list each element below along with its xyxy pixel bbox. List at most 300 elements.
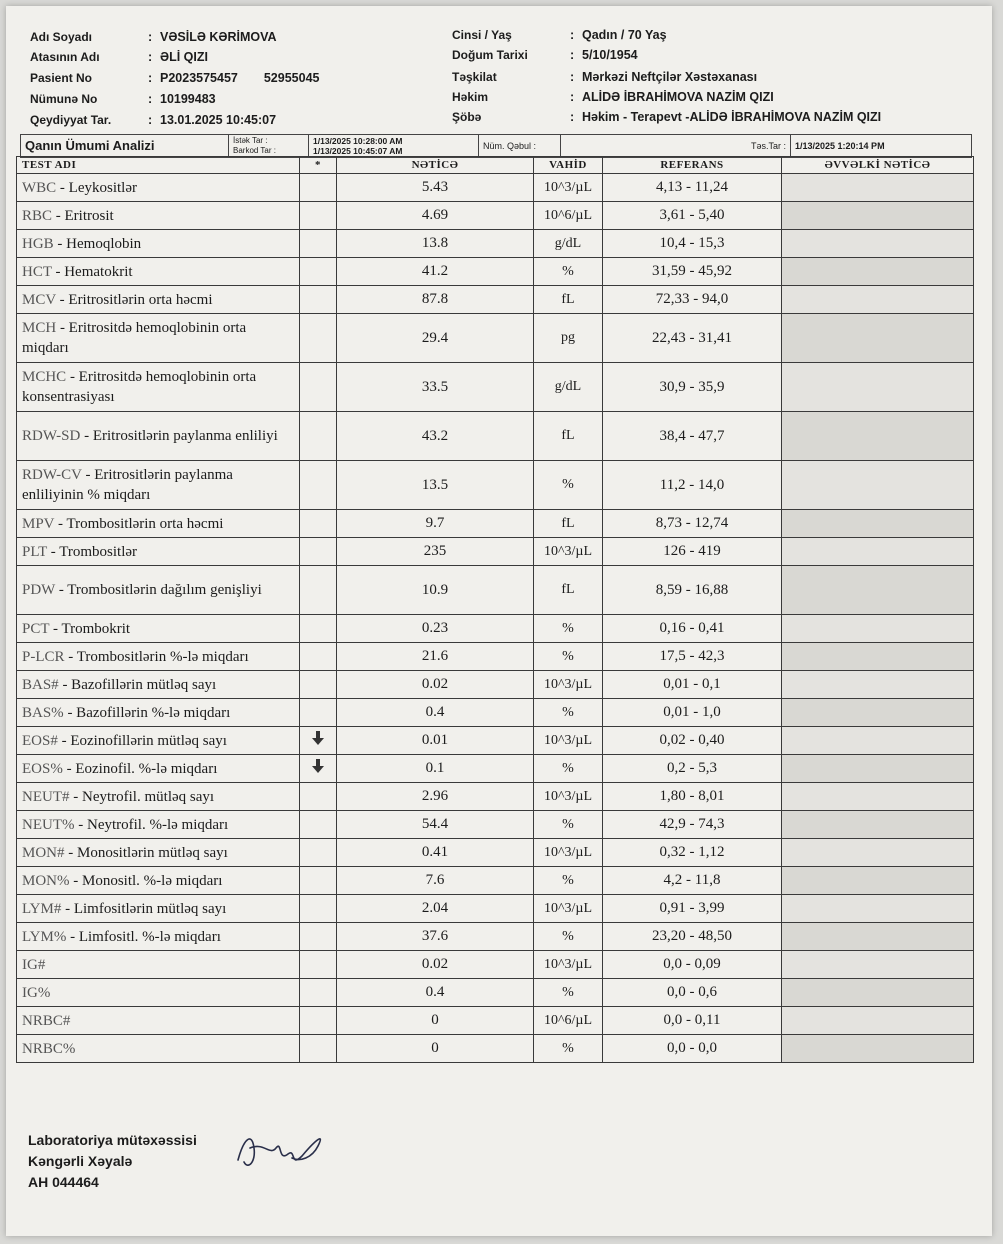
result-value: 0.4 bbox=[337, 699, 534, 727]
result-value: 43.2 bbox=[337, 412, 534, 461]
result-value: 0.41 bbox=[337, 839, 534, 867]
gender-value: Qadın / 70 Yaş bbox=[582, 28, 667, 42]
test-code: LYM% bbox=[22, 928, 67, 945]
barcode-label: Barkod Tar : bbox=[233, 146, 276, 155]
table-row bbox=[17, 461, 974, 510]
unit-value: % bbox=[534, 461, 603, 510]
doctor-row: Həkim : ALİDƏ İBRAHİMOVA NAZİM QIZI bbox=[452, 90, 774, 104]
reference-range: 42,9 - 74,3 bbox=[603, 811, 782, 839]
test-name-cell bbox=[17, 412, 300, 461]
previous-result bbox=[782, 174, 974, 202]
table-row bbox=[17, 314, 974, 363]
previous-result bbox=[782, 755, 974, 783]
test-name-cell bbox=[17, 923, 300, 951]
result-value: 2.96 bbox=[337, 783, 534, 811]
test-name: - Eritrositdə hemoqlobinin orta miqdarı bbox=[22, 320, 247, 356]
dob-row: Doğum Tarixi : 5/10/1954 bbox=[452, 48, 638, 62]
gender-row: Cinsi / Yaş : Qadın / 70 Yaş bbox=[452, 28, 667, 42]
reference-range: 0,16 - 0,41 bbox=[603, 615, 782, 643]
test-name-cell bbox=[17, 538, 300, 566]
result-value: 33.5 bbox=[337, 363, 534, 412]
unit-value: g/dL bbox=[534, 363, 603, 412]
test-code: NEUT% bbox=[22, 816, 75, 833]
reference-range: 1,80 - 8,01 bbox=[603, 783, 782, 811]
sample-label: Nümunə No bbox=[30, 92, 98, 106]
flag-cell bbox=[300, 314, 337, 363]
down-arrow-icon bbox=[312, 730, 324, 746]
result-value: 87.8 bbox=[337, 286, 534, 314]
test-name: - Neytrofil. mütləq sayı bbox=[69, 788, 215, 805]
previous-result bbox=[782, 202, 974, 230]
test-name-cell bbox=[17, 363, 300, 412]
table-row bbox=[17, 174, 974, 202]
result-value: 0.23 bbox=[337, 615, 534, 643]
table-row bbox=[17, 755, 974, 783]
previous-result bbox=[782, 783, 974, 811]
test-name-cell bbox=[17, 1007, 300, 1035]
flag-cell bbox=[300, 783, 337, 811]
unit-value: pg bbox=[534, 314, 603, 363]
panel-title: Qanın Ümumi Analizi bbox=[21, 135, 229, 157]
unit-value: fL bbox=[534, 412, 603, 461]
reference-range: 4,2 - 11,8 bbox=[603, 867, 782, 895]
result-value: 9.7 bbox=[337, 510, 534, 538]
patient-value: P2023575457 bbox=[160, 71, 238, 85]
test-code: PDW bbox=[22, 582, 56, 598]
reference-range: 3,61 - 5,40 bbox=[603, 202, 782, 230]
table-row bbox=[17, 1007, 974, 1035]
table-row bbox=[17, 727, 974, 755]
org-value: Mərkəzi Neftçilər Xəstəxanası bbox=[582, 70, 758, 84]
result-value: 0.02 bbox=[337, 671, 534, 699]
test-name-cell bbox=[17, 615, 300, 643]
unit-value: % bbox=[534, 755, 603, 783]
unit-value: % bbox=[534, 811, 603, 839]
reference-range: 0,01 - 1,0 bbox=[603, 699, 782, 727]
flag-cell bbox=[300, 1035, 337, 1063]
test-name-cell bbox=[17, 566, 300, 615]
result-value: 0.4 bbox=[337, 979, 534, 1007]
previous-result bbox=[782, 867, 974, 895]
test-code: NEUT# bbox=[22, 788, 70, 805]
father-row: Atasının Adı : ƏLİ QIZI bbox=[30, 50, 208, 64]
reference-range: 8,59 - 16,88 bbox=[603, 566, 782, 615]
test-name: - Trombositlər bbox=[47, 543, 138, 560]
result-value: 37.6 bbox=[337, 923, 534, 951]
unit-value: % bbox=[534, 258, 603, 286]
table-row bbox=[17, 923, 974, 951]
previous-result bbox=[782, 566, 974, 615]
table-row bbox=[17, 811, 974, 839]
previous-result bbox=[782, 643, 974, 671]
result-value: 13.8 bbox=[337, 230, 534, 258]
reference-range: 126 - 419 bbox=[603, 538, 782, 566]
test-name: - Trombositlərin dağılım genişliyi bbox=[55, 582, 262, 598]
previous-result bbox=[782, 951, 974, 979]
test-code: MON# bbox=[22, 844, 65, 861]
test-code: NRBC# bbox=[22, 1012, 71, 1029]
barcode-date: 1/13/2025 10:45:07 AM bbox=[313, 146, 403, 156]
unit-value: % bbox=[534, 867, 603, 895]
flag-cell bbox=[300, 538, 337, 566]
table-header-row bbox=[17, 157, 974, 174]
table-row bbox=[17, 566, 974, 615]
previous-result bbox=[782, 615, 974, 643]
table-row bbox=[17, 671, 974, 699]
dept-row: Şöbə : Həkim - Terapevt -ALİDƏ İBRAHİMOVA NAZİM QIZI bbox=[452, 110, 882, 124]
previous-result bbox=[782, 839, 974, 867]
test-name-cell bbox=[17, 314, 300, 363]
result-value: 0.02 bbox=[337, 951, 534, 979]
reference-range: 30,9 - 35,9 bbox=[603, 363, 782, 412]
table-row bbox=[17, 643, 974, 671]
table-row bbox=[17, 1035, 974, 1063]
father-label: Atasının Adı bbox=[30, 50, 100, 64]
doctor-label: Həkim bbox=[452, 90, 489, 104]
result-value: 10.9 bbox=[337, 566, 534, 615]
test-name: - Eritrositlərin orta həcmi bbox=[55, 291, 213, 308]
unit-value: % bbox=[534, 923, 603, 951]
reference-range: 0,0 - 0,09 bbox=[603, 951, 782, 979]
test-code: PCT bbox=[22, 620, 50, 637]
name-row: Adı Soyadı : VƏSİLƏ KƏRİMOVA bbox=[30, 30, 277, 44]
flag-cell bbox=[300, 839, 337, 867]
panel-date-labels bbox=[229, 135, 309, 157]
name-value: VƏSİLƏ KƏRİMOVA bbox=[160, 30, 277, 44]
previous-result bbox=[782, 286, 974, 314]
unit-value: % bbox=[534, 699, 603, 727]
reference-range: 10,4 - 15,3 bbox=[603, 230, 782, 258]
previous-result bbox=[782, 671, 974, 699]
test-code: P-LCR bbox=[22, 648, 65, 665]
accept-label: Nüm. Qəbul : bbox=[479, 135, 561, 157]
gender-label: Cinsi / Yaş bbox=[452, 28, 512, 42]
flag-cell bbox=[300, 258, 337, 286]
test-name: - Monositlərin mütləq sayı bbox=[64, 844, 228, 861]
test-code: LYM# bbox=[22, 900, 62, 917]
previous-result bbox=[782, 538, 974, 566]
test-name: - Eritrositlərin paylanma enliliyi bbox=[80, 428, 278, 444]
previous-result bbox=[782, 811, 974, 839]
unit-value: % bbox=[534, 643, 603, 671]
test-name: - Limfositlərin mütləq sayı bbox=[61, 900, 227, 917]
test-name: - Eozinofil. %-lə miqdarı bbox=[62, 760, 218, 777]
test-name-cell bbox=[17, 643, 300, 671]
previous-result bbox=[782, 510, 974, 538]
test-code: NRBC% bbox=[22, 1040, 76, 1057]
table-row bbox=[17, 839, 974, 867]
reference-range: 4,13 - 11,24 bbox=[603, 174, 782, 202]
test-name-cell bbox=[17, 286, 300, 314]
name-label: Adı Soyadı bbox=[30, 30, 93, 44]
test-name: - Monositl. %-lə miqdarı bbox=[69, 872, 223, 889]
table-row bbox=[17, 867, 974, 895]
down-arrow-icon bbox=[312, 758, 324, 774]
unit-value: % bbox=[534, 1035, 603, 1063]
reg-row: Qeydiyyat Tar. : 13.01.2025 10:45:07 bbox=[30, 113, 277, 127]
test-name-cell bbox=[17, 951, 300, 979]
unit-value: 10^3/µL bbox=[534, 839, 603, 867]
reg-label: Qeydiyyat Tar. bbox=[30, 113, 112, 127]
unit-value: 10^3/µL bbox=[534, 174, 603, 202]
reference-range: 72,33 - 94,0 bbox=[603, 286, 782, 314]
result-value: 5.43 bbox=[337, 174, 534, 202]
flag-cell bbox=[300, 755, 337, 783]
result-value: 54.4 bbox=[337, 811, 534, 839]
results-table bbox=[16, 156, 974, 1063]
request-date: 1/13/2025 10:28:00 AM bbox=[313, 136, 403, 146]
reference-range: 0,2 - 5,3 bbox=[603, 755, 782, 783]
flag-cell bbox=[300, 979, 337, 1007]
col-result: NƏTİCƏ bbox=[337, 157, 534, 174]
test-name-cell bbox=[17, 258, 300, 286]
unit-value: 10^3/µL bbox=[534, 895, 603, 923]
test-name-cell bbox=[17, 202, 300, 230]
unit-value: % bbox=[534, 615, 603, 643]
result-value: 235 bbox=[337, 538, 534, 566]
test-name-cell bbox=[17, 671, 300, 699]
table-row bbox=[17, 979, 974, 1007]
flag-cell bbox=[300, 671, 337, 699]
patient-row: Pasient No : P2023575457 52955045 bbox=[30, 71, 320, 85]
col-unit: VAHİD bbox=[534, 157, 603, 174]
reference-range: 31,59 - 45,92 bbox=[603, 258, 782, 286]
test-name: - Trombositlərin orta həcmi bbox=[54, 515, 224, 532]
test-name-cell bbox=[17, 867, 300, 895]
result-value: 7.6 bbox=[337, 867, 534, 895]
patient-label: Pasient No bbox=[30, 71, 93, 85]
father-value: ƏLİ QIZI bbox=[160, 50, 208, 64]
table-row bbox=[17, 202, 974, 230]
test-code: RDW-CV bbox=[22, 467, 82, 483]
test-code: HCT bbox=[22, 263, 52, 280]
flag-cell bbox=[300, 895, 337, 923]
test-name-cell bbox=[17, 461, 300, 510]
test-code: HGB bbox=[22, 235, 54, 252]
test-name-cell bbox=[17, 979, 300, 1007]
result-value: 41.2 bbox=[337, 258, 534, 286]
dob-label: Doğum Tarixi bbox=[452, 48, 528, 62]
col-test: TEST ADI bbox=[17, 157, 300, 174]
col-flag: * bbox=[300, 157, 337, 174]
signature-icon bbox=[230, 1118, 340, 1178]
result-value: 0 bbox=[337, 1035, 534, 1063]
specialist-name: Kəngərli Xəyalə bbox=[28, 1153, 133, 1169]
panel-dates bbox=[309, 135, 479, 157]
test-name-cell bbox=[17, 699, 300, 727]
sample-row: Nümunə No : 10199483 bbox=[30, 92, 216, 106]
specialist-code: AH 044464 bbox=[28, 1174, 99, 1190]
test-name: - Hemoqlobin bbox=[53, 235, 142, 252]
test-name: - Hematokrit bbox=[51, 263, 133, 280]
reference-range: 23,20 - 48,50 bbox=[603, 923, 782, 951]
test-name: - Eozinofillərin mütləq sayı bbox=[57, 732, 227, 749]
org-label: Təşkilat bbox=[452, 70, 497, 84]
flag-cell bbox=[300, 811, 337, 839]
result-value: 0 bbox=[337, 1007, 534, 1035]
unit-value: 10^6/µL bbox=[534, 202, 603, 230]
previous-result bbox=[782, 363, 974, 412]
test-name-cell bbox=[17, 811, 300, 839]
flag-cell bbox=[300, 286, 337, 314]
test-code: MCH bbox=[22, 320, 57, 336]
test-code: BAS# bbox=[22, 676, 59, 693]
flag-cell bbox=[300, 510, 337, 538]
reference-range: 0,01 - 0,1 bbox=[603, 671, 782, 699]
dob-value: 5/10/1954 bbox=[582, 48, 638, 62]
request-label: İstək Tar : bbox=[233, 136, 268, 145]
test-code: WBC bbox=[22, 179, 57, 196]
sample-value: 10199483 bbox=[160, 92, 216, 106]
reference-range: 0,0 - 0,6 bbox=[603, 979, 782, 1007]
test-code: MPV bbox=[22, 515, 55, 532]
reference-range: 0,02 - 0,40 bbox=[603, 727, 782, 755]
unit-value: g/dL bbox=[534, 230, 603, 258]
table-row bbox=[17, 363, 974, 412]
test-name: - Leykositlər bbox=[56, 179, 137, 196]
test-name-cell bbox=[17, 839, 300, 867]
test-name: - Trombositlərin %-lə miqdarı bbox=[64, 648, 249, 665]
dept-value: Həkim - Terapevt -ALİDƏ İBRAHİMOVA NAZİM QIZI bbox=[582, 110, 882, 124]
flag-cell bbox=[300, 412, 337, 461]
flag-cell bbox=[300, 566, 337, 615]
col-reference: REFERANS bbox=[603, 157, 782, 174]
flag-cell bbox=[300, 615, 337, 643]
report-sheet bbox=[6, 6, 992, 1236]
patient-extra: 52955045 bbox=[263, 71, 320, 85]
unit-value: 10^3/µL bbox=[534, 951, 603, 979]
test-code: IG# bbox=[22, 956, 46, 973]
test-name: - Bazofillərin mütləq sayı bbox=[58, 676, 217, 693]
unit-value: % bbox=[534, 979, 603, 1007]
table-row bbox=[17, 258, 974, 286]
test-code: EOS% bbox=[22, 760, 63, 777]
previous-result bbox=[782, 923, 974, 951]
unit-value: 10^3/µL bbox=[534, 538, 603, 566]
previous-result bbox=[782, 230, 974, 258]
org-row: Təşkilat : Mərkəzi Neftçilər Xəstəxanası bbox=[452, 70, 758, 84]
reference-range: 0,0 - 0,0 bbox=[603, 1035, 782, 1063]
test-name: - Eritrositdə hemoqlobinin orta konsentrasiyası bbox=[22, 369, 257, 405]
table-row bbox=[17, 615, 974, 643]
reference-range: 0,32 - 1,12 bbox=[603, 839, 782, 867]
reference-range: 17,5 - 42,3 bbox=[603, 643, 782, 671]
test-name: - Bazofillərin %-lə miqdarı bbox=[63, 704, 231, 721]
previous-result bbox=[782, 895, 974, 923]
flag-cell bbox=[300, 643, 337, 671]
doctor-value: ALİDƏ İBRAHİMOVA NAZİM QIZI bbox=[582, 90, 774, 104]
reference-range: 38,4 - 47,7 bbox=[603, 412, 782, 461]
result-value: 13.5 bbox=[337, 461, 534, 510]
table-row bbox=[17, 230, 974, 258]
unit-value: 10^3/µL bbox=[534, 671, 603, 699]
reference-range: 0,91 - 3,99 bbox=[603, 895, 782, 923]
result-value: 0.1 bbox=[337, 755, 534, 783]
specialist-role: Laboratoriya mütəxəssisi bbox=[28, 1132, 197, 1148]
flag-cell bbox=[300, 699, 337, 727]
test-code: MCHC bbox=[22, 369, 67, 385]
test-code: MCV bbox=[22, 291, 56, 308]
test-name-cell bbox=[17, 895, 300, 923]
test-name-cell bbox=[17, 727, 300, 755]
unit-value: 10^3/µL bbox=[534, 783, 603, 811]
confirm-label: Təs.Tar : bbox=[561, 135, 791, 157]
unit-value: fL bbox=[534, 566, 603, 615]
test-code: RDW-SD bbox=[22, 428, 81, 444]
test-name-cell bbox=[17, 174, 300, 202]
flag-cell bbox=[300, 727, 337, 755]
reference-range: 22,43 - 31,41 bbox=[603, 314, 782, 363]
test-name: - Eritrosit bbox=[52, 207, 114, 224]
flag-cell bbox=[300, 923, 337, 951]
table-row bbox=[17, 510, 974, 538]
flag-cell bbox=[300, 202, 337, 230]
table-row bbox=[17, 895, 974, 923]
previous-result bbox=[782, 1007, 974, 1035]
unit-value: 10^6/µL bbox=[534, 1007, 603, 1035]
reference-range: 0,0 - 0,11 bbox=[603, 1007, 782, 1035]
test-code: PLT bbox=[22, 543, 48, 560]
test-name-cell bbox=[17, 1035, 300, 1063]
col-previous: ƏVVƏLKİ NƏTİCƏ bbox=[782, 157, 974, 174]
test-name: - Trombokrit bbox=[49, 620, 131, 637]
previous-result bbox=[782, 979, 974, 1007]
test-code: MON% bbox=[22, 872, 70, 889]
flag-cell bbox=[300, 174, 337, 202]
test-name: - Eritrositlərin paylanma enliliyinin % miqdarı bbox=[22, 467, 233, 503]
flag-cell bbox=[300, 363, 337, 412]
unit-value: fL bbox=[534, 510, 603, 538]
test-name: - Limfositl. %-lə miqdarı bbox=[66, 928, 221, 945]
previous-result bbox=[782, 461, 974, 510]
unit-value: 10^3/µL bbox=[534, 727, 603, 755]
result-value: 0.01 bbox=[337, 727, 534, 755]
result-value: 29.4 bbox=[337, 314, 534, 363]
previous-result bbox=[782, 727, 974, 755]
reg-value: 13.01.2025 10:45:07 bbox=[160, 113, 277, 127]
previous-result bbox=[782, 412, 974, 461]
previous-result bbox=[782, 1035, 974, 1063]
test-name-cell bbox=[17, 230, 300, 258]
unit-value: fL bbox=[534, 286, 603, 314]
signature-block bbox=[28, 1130, 197, 1193]
result-value: 21.6 bbox=[337, 643, 534, 671]
panel-bar bbox=[20, 134, 972, 158]
previous-result bbox=[782, 258, 974, 286]
test-name-cell bbox=[17, 783, 300, 811]
table-row bbox=[17, 699, 974, 727]
test-code: EOS# bbox=[22, 732, 58, 749]
table-row bbox=[17, 286, 974, 314]
flag-cell bbox=[300, 867, 337, 895]
previous-result bbox=[782, 699, 974, 727]
confirm-date: 1/13/2025 1:20:14 PM bbox=[795, 141, 885, 151]
test-code: RBC bbox=[22, 207, 53, 224]
dept-label: Şöbə bbox=[452, 110, 482, 124]
test-name-cell bbox=[17, 510, 300, 538]
test-code: BAS% bbox=[22, 704, 64, 721]
test-name-cell bbox=[17, 755, 300, 783]
previous-result bbox=[782, 314, 974, 363]
table-row bbox=[17, 783, 974, 811]
table-row bbox=[17, 538, 974, 566]
flag-cell bbox=[300, 1007, 337, 1035]
flag-cell bbox=[300, 230, 337, 258]
flag-cell bbox=[300, 951, 337, 979]
result-value: 4.69 bbox=[337, 202, 534, 230]
test-name: - Neytrofil. %-lə miqdarı bbox=[74, 816, 229, 833]
flag-cell bbox=[300, 461, 337, 510]
